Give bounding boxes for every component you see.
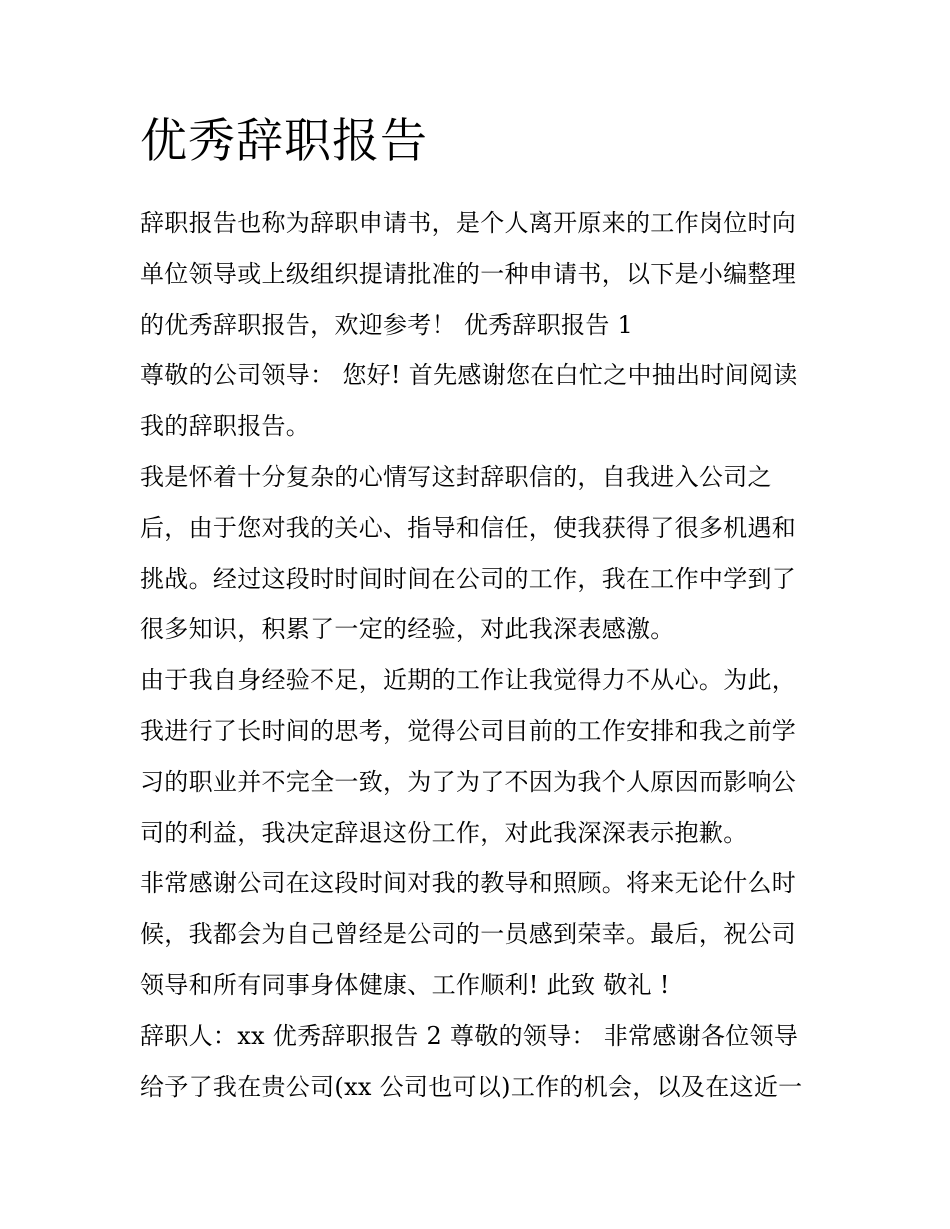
body-line: 候，我都会为自己曾经是公司的一员感到荣幸。最后，祝公司 bbox=[140, 920, 797, 949]
body-line: 我的辞职报告。 bbox=[140, 412, 311, 441]
body-line: 单位领导或上级组织提请批准的一种申请书，以下是小编整理 bbox=[140, 259, 797, 288]
body-line: 我是怀着十分复杂的心情写这封辞职信的，自我进入公司之 bbox=[140, 462, 772, 491]
body-line: 辞职报告也称为辞职申请书，是个人离开原来的工作岗位时向 bbox=[140, 209, 797, 237]
body-line: 非常感谢公司在这段时间对我的教导和照顾。将来无论什么时 bbox=[140, 869, 797, 898]
body-line: 尊敬的公司领导： 您好! 首先感谢您在白忙之中抽出时间阅读 bbox=[140, 361, 798, 390]
body-line: 领导和所有同事身体健康、工作顺利! 此致 敬礼 ! bbox=[140, 970, 670, 999]
body-line: 给予了我在贵公司(xx 公司也可以)工作的机会，以及在这近一 bbox=[140, 1072, 803, 1101]
body-line: 习的职业并不完全一致，为了为了不因为我个人原因而影响公 bbox=[140, 767, 797, 796]
document-body bbox=[140, 198, 820, 1112]
body-line: 后，由于您对我的关心、指导和信任，使我获得了很多机遇和 bbox=[140, 513, 797, 542]
body-line: 的优秀辞职报告，欢迎参考！ 优秀辞职报告 1 bbox=[140, 310, 634, 339]
body-line: 司的利益，我决定辞退这份工作，对此我深深表示抱歉。 bbox=[140, 818, 748, 847]
body-line: 辞职人：xx 优秀辞职报告 2 尊敬的领导： 非常感谢各位领导 bbox=[140, 1021, 799, 1050]
body-line: 由于我自身经验不足，近期的工作让我觉得力不从心。为此， bbox=[140, 666, 797, 695]
body-line: 挑战。经过这段时时间时间在公司的工作，我在工作中学到了 bbox=[140, 564, 797, 593]
body-line: 我进行了长时间的思考，觉得公司目前的工作安排和我之前学 bbox=[140, 716, 797, 745]
body-line: 很多知识，积累了一定的经验，对此我深表感激。 bbox=[140, 615, 675, 644]
document-title: 优秀辞职报告 bbox=[140, 114, 428, 169]
